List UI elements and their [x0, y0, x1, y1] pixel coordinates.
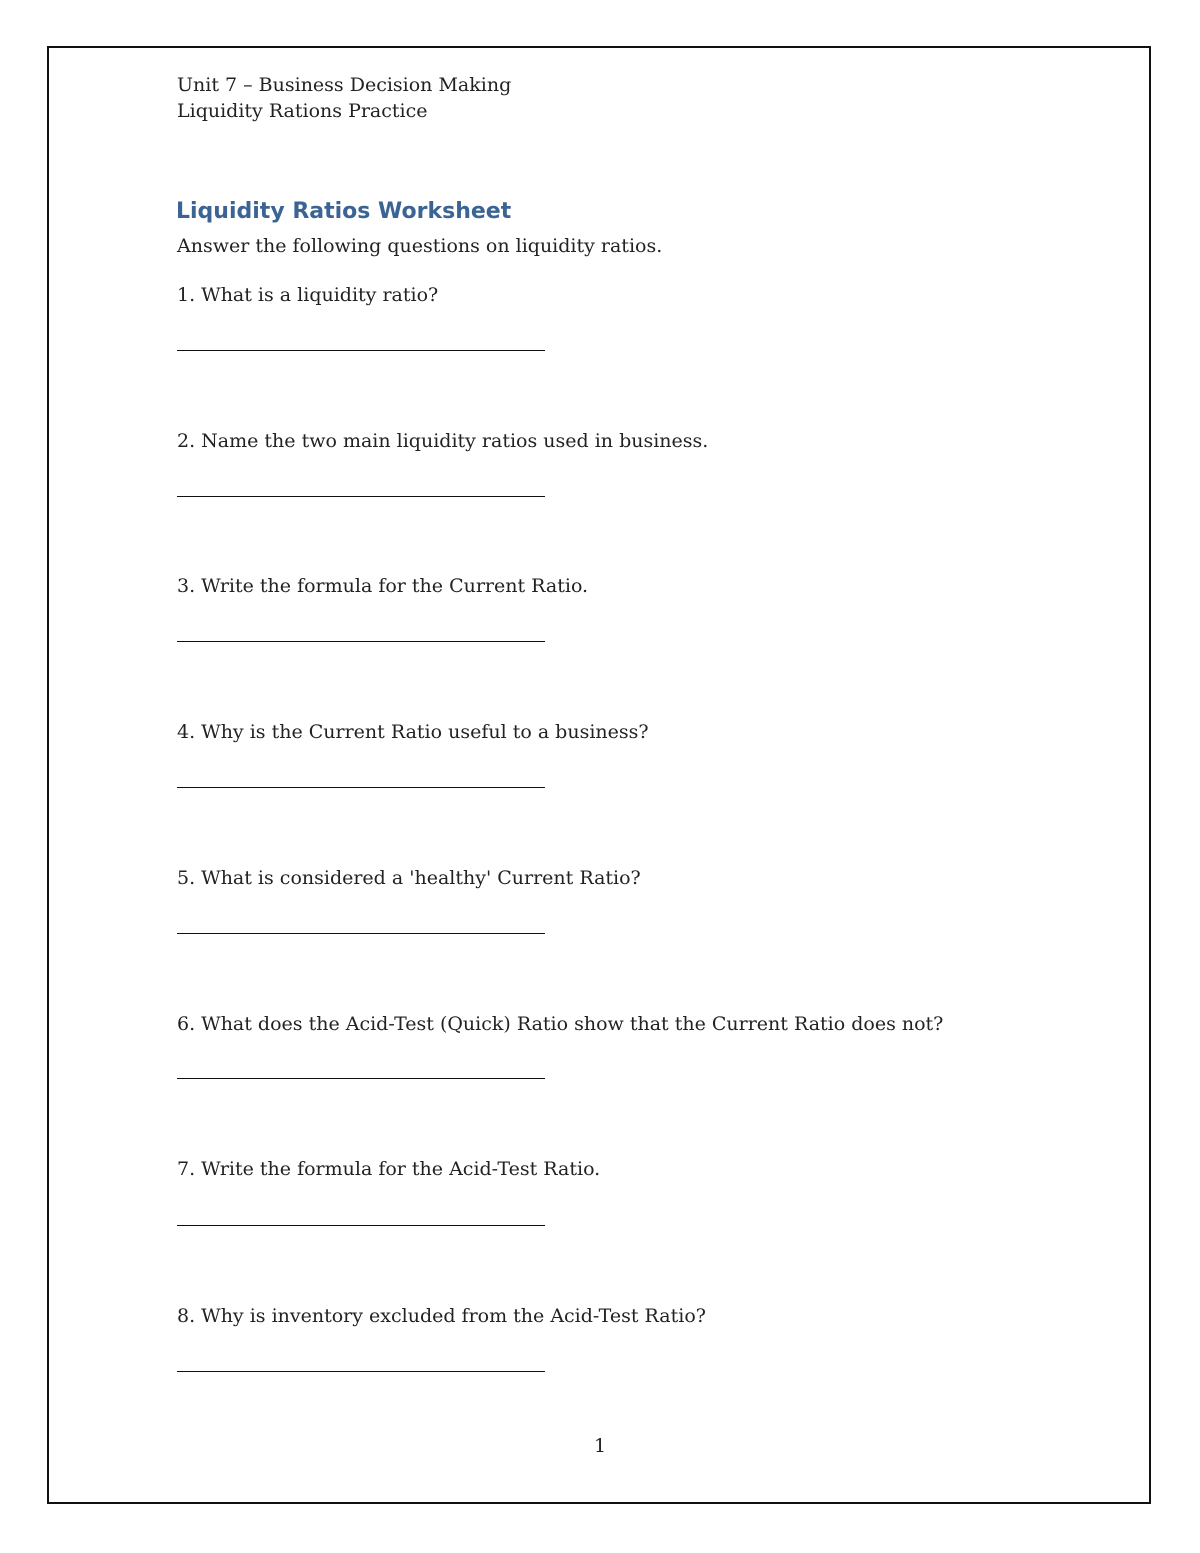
- question-6: 6. What does the Acid-Test (Quick) Ratio show that the Current Ratio does not?: [177, 1013, 944, 1035]
- answer-line-2[interactable]: [177, 496, 545, 497]
- answer-line-5[interactable]: [177, 933, 545, 934]
- question-1: 1. What is a liquidity ratio?: [177, 284, 439, 306]
- answer-line-4[interactable]: [177, 787, 545, 788]
- page-number: 1: [593, 1435, 607, 1457]
- answer-line-3[interactable]: [177, 641, 545, 642]
- worksheet-title: Liquidity Ratios Worksheet: [176, 199, 512, 224]
- answer-line-1[interactable]: [177, 350, 545, 351]
- page-border: [47, 46, 1151, 1504]
- question-7: 7. Write the formula for the Acid-Test Ratio.: [177, 1158, 601, 1180]
- answer-line-7[interactable]: [177, 1225, 545, 1226]
- question-5: 5. What is considered a 'healthy' Current Ratio?: [177, 867, 641, 889]
- question-2: 2. Name the two main liquidity ratios used in business.: [177, 430, 709, 452]
- question-4: 4. Why is the Current Ratio useful to a business?: [177, 721, 649, 743]
- worksheet-instructions: Answer the following questions on liquidity ratios.: [177, 235, 663, 257]
- answer-line-8[interactable]: [177, 1371, 545, 1372]
- question-3: 3. Write the formula for the Current Ratio.: [177, 575, 589, 597]
- header-subtitle-line: Liquidity Rations Practice: [177, 100, 428, 122]
- header-unit-line: Unit 7 – Business Decision Making: [177, 74, 512, 96]
- answer-line-6[interactable]: [177, 1078, 545, 1079]
- question-8: 8. Why is inventory excluded from the Acid-Test Ratio?: [177, 1305, 706, 1327]
